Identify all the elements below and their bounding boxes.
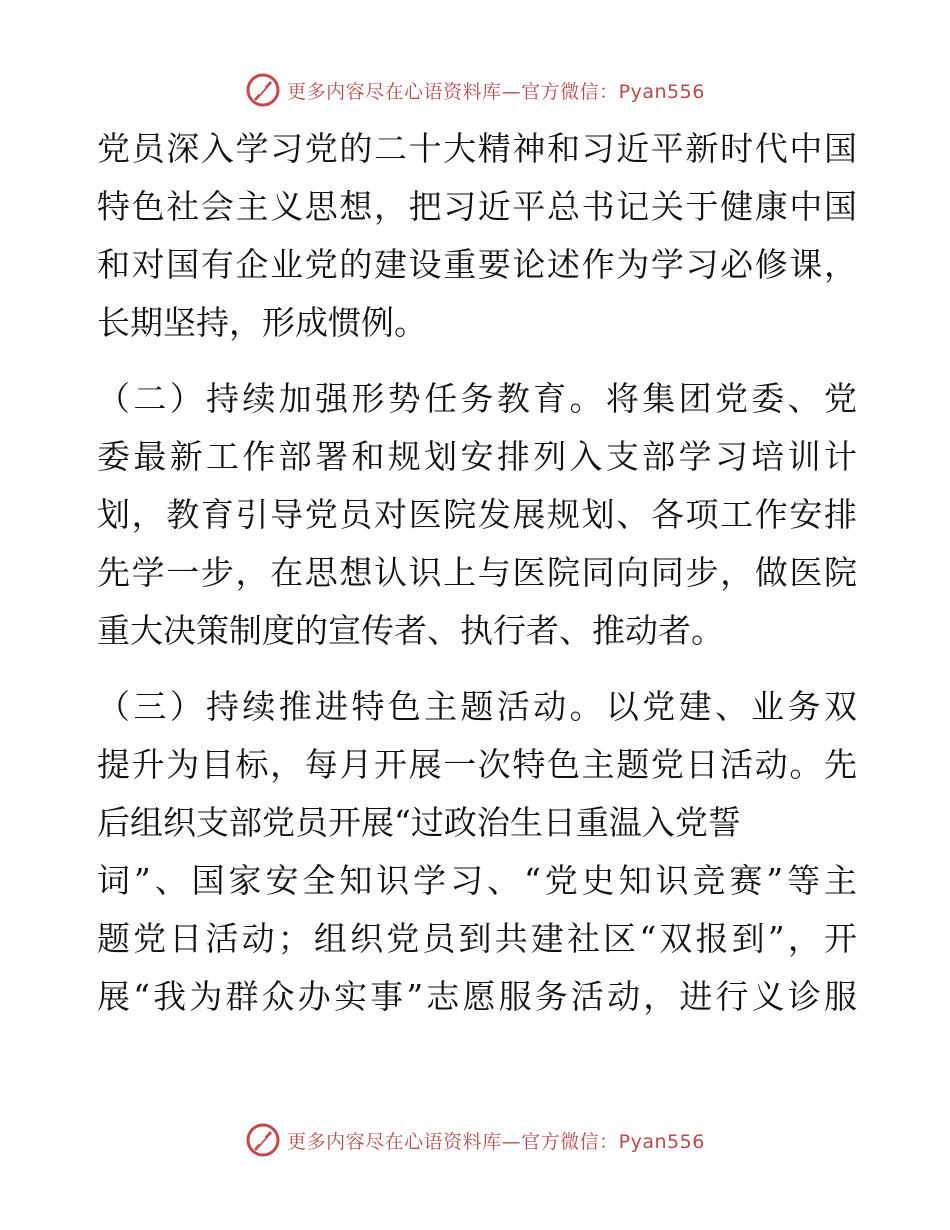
text-line: 重大决策制度的宣传者、执行者、推动者。 — [97, 611, 724, 650]
document-body — [97, 120, 857, 1026]
footer-watermark-banner — [0, 1120, 950, 1160]
text-line: 题党日活动；组织党员到共建社区“双报到”，开 — [97, 919, 857, 958]
text-line: （三）持续推进特色主题活动。以党建、业务双 — [97, 687, 857, 726]
text-line: （二）持续加强形势任务教育。将集团党委、党 — [97, 379, 857, 418]
text-line: 委最新工作部署和规划安排列入支部学习培训计 — [97, 437, 857, 476]
paragraph-2 — [97, 370, 857, 660]
header-watermark-banner — [0, 70, 950, 110]
text-line: 词”、国家安全知识学习、“党史知识竞赛”等主 — [97, 861, 857, 900]
footer-watermark-text: 更多内容尽在心语资料库—官方微信：Pyan556 — [287, 1130, 705, 1153]
text-line: 划，教育引导党员对医院发展规划、各项工作安排 — [97, 495, 857, 534]
paragraph-3 — [97, 678, 857, 1026]
header-watermark-text: 更多内容尽在心语资料库—官方微信：Pyan556 — [287, 80, 705, 103]
text-line: 党员深入学习党的二十大精神和习近平新时代中国 — [97, 129, 857, 168]
feather-pen-logo-icon — [245, 72, 281, 108]
feather-pen-logo-icon — [245, 1122, 281, 1158]
text-line: 长期坚持，形成惯例。 — [97, 303, 427, 342]
text-line: 后组织支部党员开展“过政治生日重温入党誓 — [97, 803, 741, 842]
text-line: 先学一步，在思想认识上与医院同向同步，做医院 — [97, 553, 857, 592]
paragraph-1 — [97, 120, 857, 352]
text-line: 提升为目标，每月开展一次特色主题党日活动。先 — [97, 745, 857, 784]
text-line: 展“我为群众办实事”志愿服务活动，进行义诊服 — [97, 977, 857, 1016]
text-line: 特色社会主义思想，把习近平总书记关于健康中国 — [97, 187, 857, 226]
text-line: 和对国有企业党的建设重要论述作为学习必修课， — [97, 245, 857, 284]
